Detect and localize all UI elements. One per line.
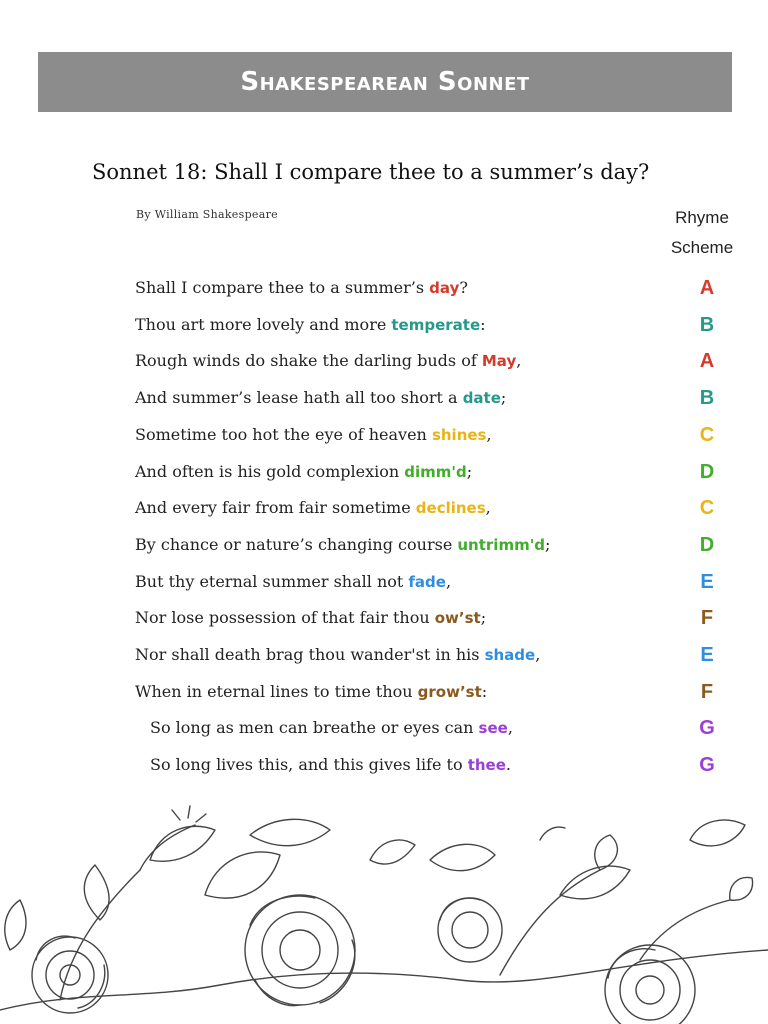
rhyme-letter: B — [699, 387, 715, 410]
floral-illustration — [0, 800, 768, 1024]
rhyme-word: temperate — [391, 315, 481, 334]
poem-line-text: By chance or nature’s changing course — [135, 534, 458, 554]
rhyme-letter: F — [700, 680, 714, 703]
rhyme-letter: A — [699, 277, 715, 299]
rhyme-word: ow’st — [434, 609, 481, 628]
poem-line — [135, 454, 472, 490]
rhyme-letter: B — [699, 313, 715, 336]
rhyme-word: fade — [408, 572, 446, 591]
poem-line-punctuation: ? — [459, 278, 468, 297]
rhyme-letter: G — [699, 754, 715, 777]
poem-line — [135, 417, 492, 453]
poem-line — [135, 343, 521, 379]
rhyme-word: May — [481, 352, 517, 371]
poem-line — [150, 710, 513, 746]
poem-line-text: And often is his gold complexion — [135, 461, 405, 481]
poem-line-punctuation: , — [486, 424, 492, 444]
rhyme-word: date — [462, 389, 501, 408]
poem-line-text: Nor lose possession of that fair thou — [135, 608, 435, 628]
poem-line-text: Sometime too hot the eye of heaven — [135, 424, 432, 444]
poem-line-text: When in eternal lines to time thou — [135, 681, 418, 701]
poem-line-text: Shall I compare thee to a summer’s — [135, 278, 430, 297]
rhyme-letter: E — [700, 570, 714, 593]
poem-line — [135, 490, 491, 526]
poem-line-text: And summer’s lease hath all too short a — [135, 388, 463, 408]
poem-line-punctuation: , — [485, 498, 491, 518]
poem-line-text: And every fair from fair sometime — [135, 498, 416, 518]
sonnet-title: Sonnet 18: Shall I compare thee to a summer’s day? — [92, 160, 650, 184]
rhyme-letter: A — [699, 350, 715, 373]
poem-line-punctuation: , — [516, 351, 522, 371]
poem-line-punctuation: , — [535, 645, 541, 664]
rhyme-scheme-header — [660, 203, 744, 263]
rhyme-word: declines — [415, 499, 486, 518]
poem-line-punctuation: : — [481, 681, 488, 701]
poem-line-punctuation: ; — [545, 534, 551, 554]
poem-line — [135, 270, 468, 306]
rhyme-letter: C — [699, 497, 715, 520]
poem-line-punctuation: , — [445, 571, 452, 591]
rhyme-letter: C — [699, 423, 715, 446]
poem-line — [135, 674, 487, 710]
rhyme-letter: D — [699, 460, 715, 483]
poem-line-text: So long as men can breathe or eyes can — [150, 718, 479, 738]
banner-title: Shakespearean Sonnet — [240, 67, 530, 97]
rhyme-word: grow’st — [417, 682, 482, 701]
rhyme-word: see — [478, 719, 508, 738]
rhyme-letter: E — [700, 644, 714, 666]
rhyme-word: shade — [484, 646, 536, 664]
poem-line-text: Nor shall death brag thou wander'st in his — [135, 645, 485, 664]
poem-line-text: So long lives this, and this gives life to — [150, 755, 468, 775]
poem-line-text: But thy eternal summer shall not — [135, 571, 409, 591]
rhyme-letter: G — [699, 717, 715, 740]
author-byline: By William Shakespeare — [136, 208, 278, 221]
poem-line-text: Rough winds do shake the darling buds of — [135, 351, 482, 371]
poem-line-punctuation: . — [505, 755, 511, 775]
poem-line — [135, 380, 506, 416]
rhyme-letter: D — [699, 533, 715, 556]
poem-line — [135, 564, 451, 600]
poem-line-punctuation: , — [507, 718, 513, 738]
rhyme-word: shines — [431, 425, 487, 444]
poem-line-punctuation: : — [480, 314, 486, 334]
rhyme-word: thee — [467, 756, 506, 775]
rhyme-letter: F — [700, 607, 714, 630]
poem-line-punctuation: ; — [500, 388, 507, 408]
rhyme-word: untrimm'd — [457, 535, 546, 554]
poem-line — [135, 637, 540, 673]
rhyme-header-line2: Scheme — [670, 238, 734, 257]
rhyme-header-line1: Rhyme — [675, 208, 729, 227]
poem-line — [150, 747, 511, 783]
poem-line-punctuation: ; — [480, 608, 487, 628]
poem-line — [135, 307, 486, 343]
poem-line — [135, 527, 550, 563]
poem-line — [135, 600, 486, 636]
poem-line-punctuation: ; — [466, 461, 473, 481]
header-banner — [38, 52, 732, 112]
poem-line-text: Thou art more lovely and more — [135, 314, 392, 334]
rhyme-word: dimm'd — [404, 462, 467, 481]
rhyme-word: day — [429, 279, 460, 297]
